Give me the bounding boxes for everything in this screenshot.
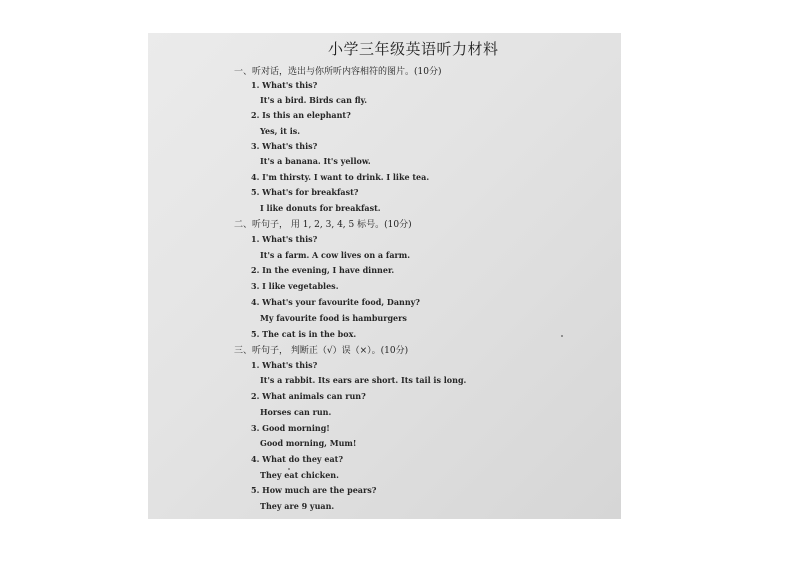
s1-line-8: 5. What's for breakfast? — [251, 187, 359, 197]
s3-line-2: It's a rabbit. Its ears are short. Its tail is long. — [260, 375, 467, 385]
scanned-worksheet-photo — [148, 33, 621, 519]
s2-line-2: It's a farm. A cow lives on a farm. — [260, 250, 410, 260]
s1-line-1: 1. What's this? — [251, 80, 318, 90]
s1-line-5: 3. What's this? — [251, 141, 318, 151]
s3-line-3: 2. What animals can run? — [251, 391, 366, 401]
s3-line-8: They eat chicken. — [260, 470, 339, 480]
s2-line-5: 4. What's your favourite food, Danny? — [251, 297, 420, 307]
s2-line-3: 2. In the evening, I have dinner. — [251, 265, 395, 275]
section-1-heading: 一、听对话，选出与你所听内容相符的图片。(10分) — [234, 67, 442, 77]
s3-line-9: 5. How much are the pears? — [251, 485, 377, 495]
s2-line-4: 3. I like vegetables. — [251, 281, 339, 291]
s3-line-6: Good morning, Mum! — [260, 438, 357, 448]
s1-line-9: I like donuts for breakfast. — [260, 203, 381, 213]
s1-line-6: It's a banana. It's yellow. — [260, 156, 371, 166]
s2-line-7: 5. The cat is in the box. — [251, 329, 357, 339]
s3-line-1: 1. What's this? — [251, 360, 318, 370]
s1-line-7: 4. I'm thirsty. I want to drink. I like tea. — [251, 172, 430, 182]
paper-speck — [561, 335, 563, 337]
s3-line-5: 3. Good morning! — [251, 423, 330, 433]
s1-line-4: Yes, it is. — [260, 126, 301, 136]
s2-line-6: My favourite food is hamburgers — [260, 313, 407, 323]
section-3-heading: 三、听句子， 判断正（√）误（×）。(10分) — [234, 346, 409, 356]
s3-line-4: Horses can run. — [260, 407, 332, 417]
s1-line-2: It's a bird. Birds can fly. — [260, 95, 368, 105]
s3-line-10: They are 9 yuan. — [260, 501, 335, 511]
s3-line-7: 4. What do they eat? — [251, 454, 344, 464]
s1-line-3: 2. Is this an elephant? — [251, 110, 351, 120]
section-2-heading: 二、听句子， 用 1, 2, 3, 4, 5 标号。(10分) — [234, 220, 412, 230]
s2-line-1: 1. What's this? — [251, 234, 318, 244]
paper-speck — [288, 468, 290, 470]
document-title: 小学三年级英语听力材料 — [328, 40, 499, 58]
